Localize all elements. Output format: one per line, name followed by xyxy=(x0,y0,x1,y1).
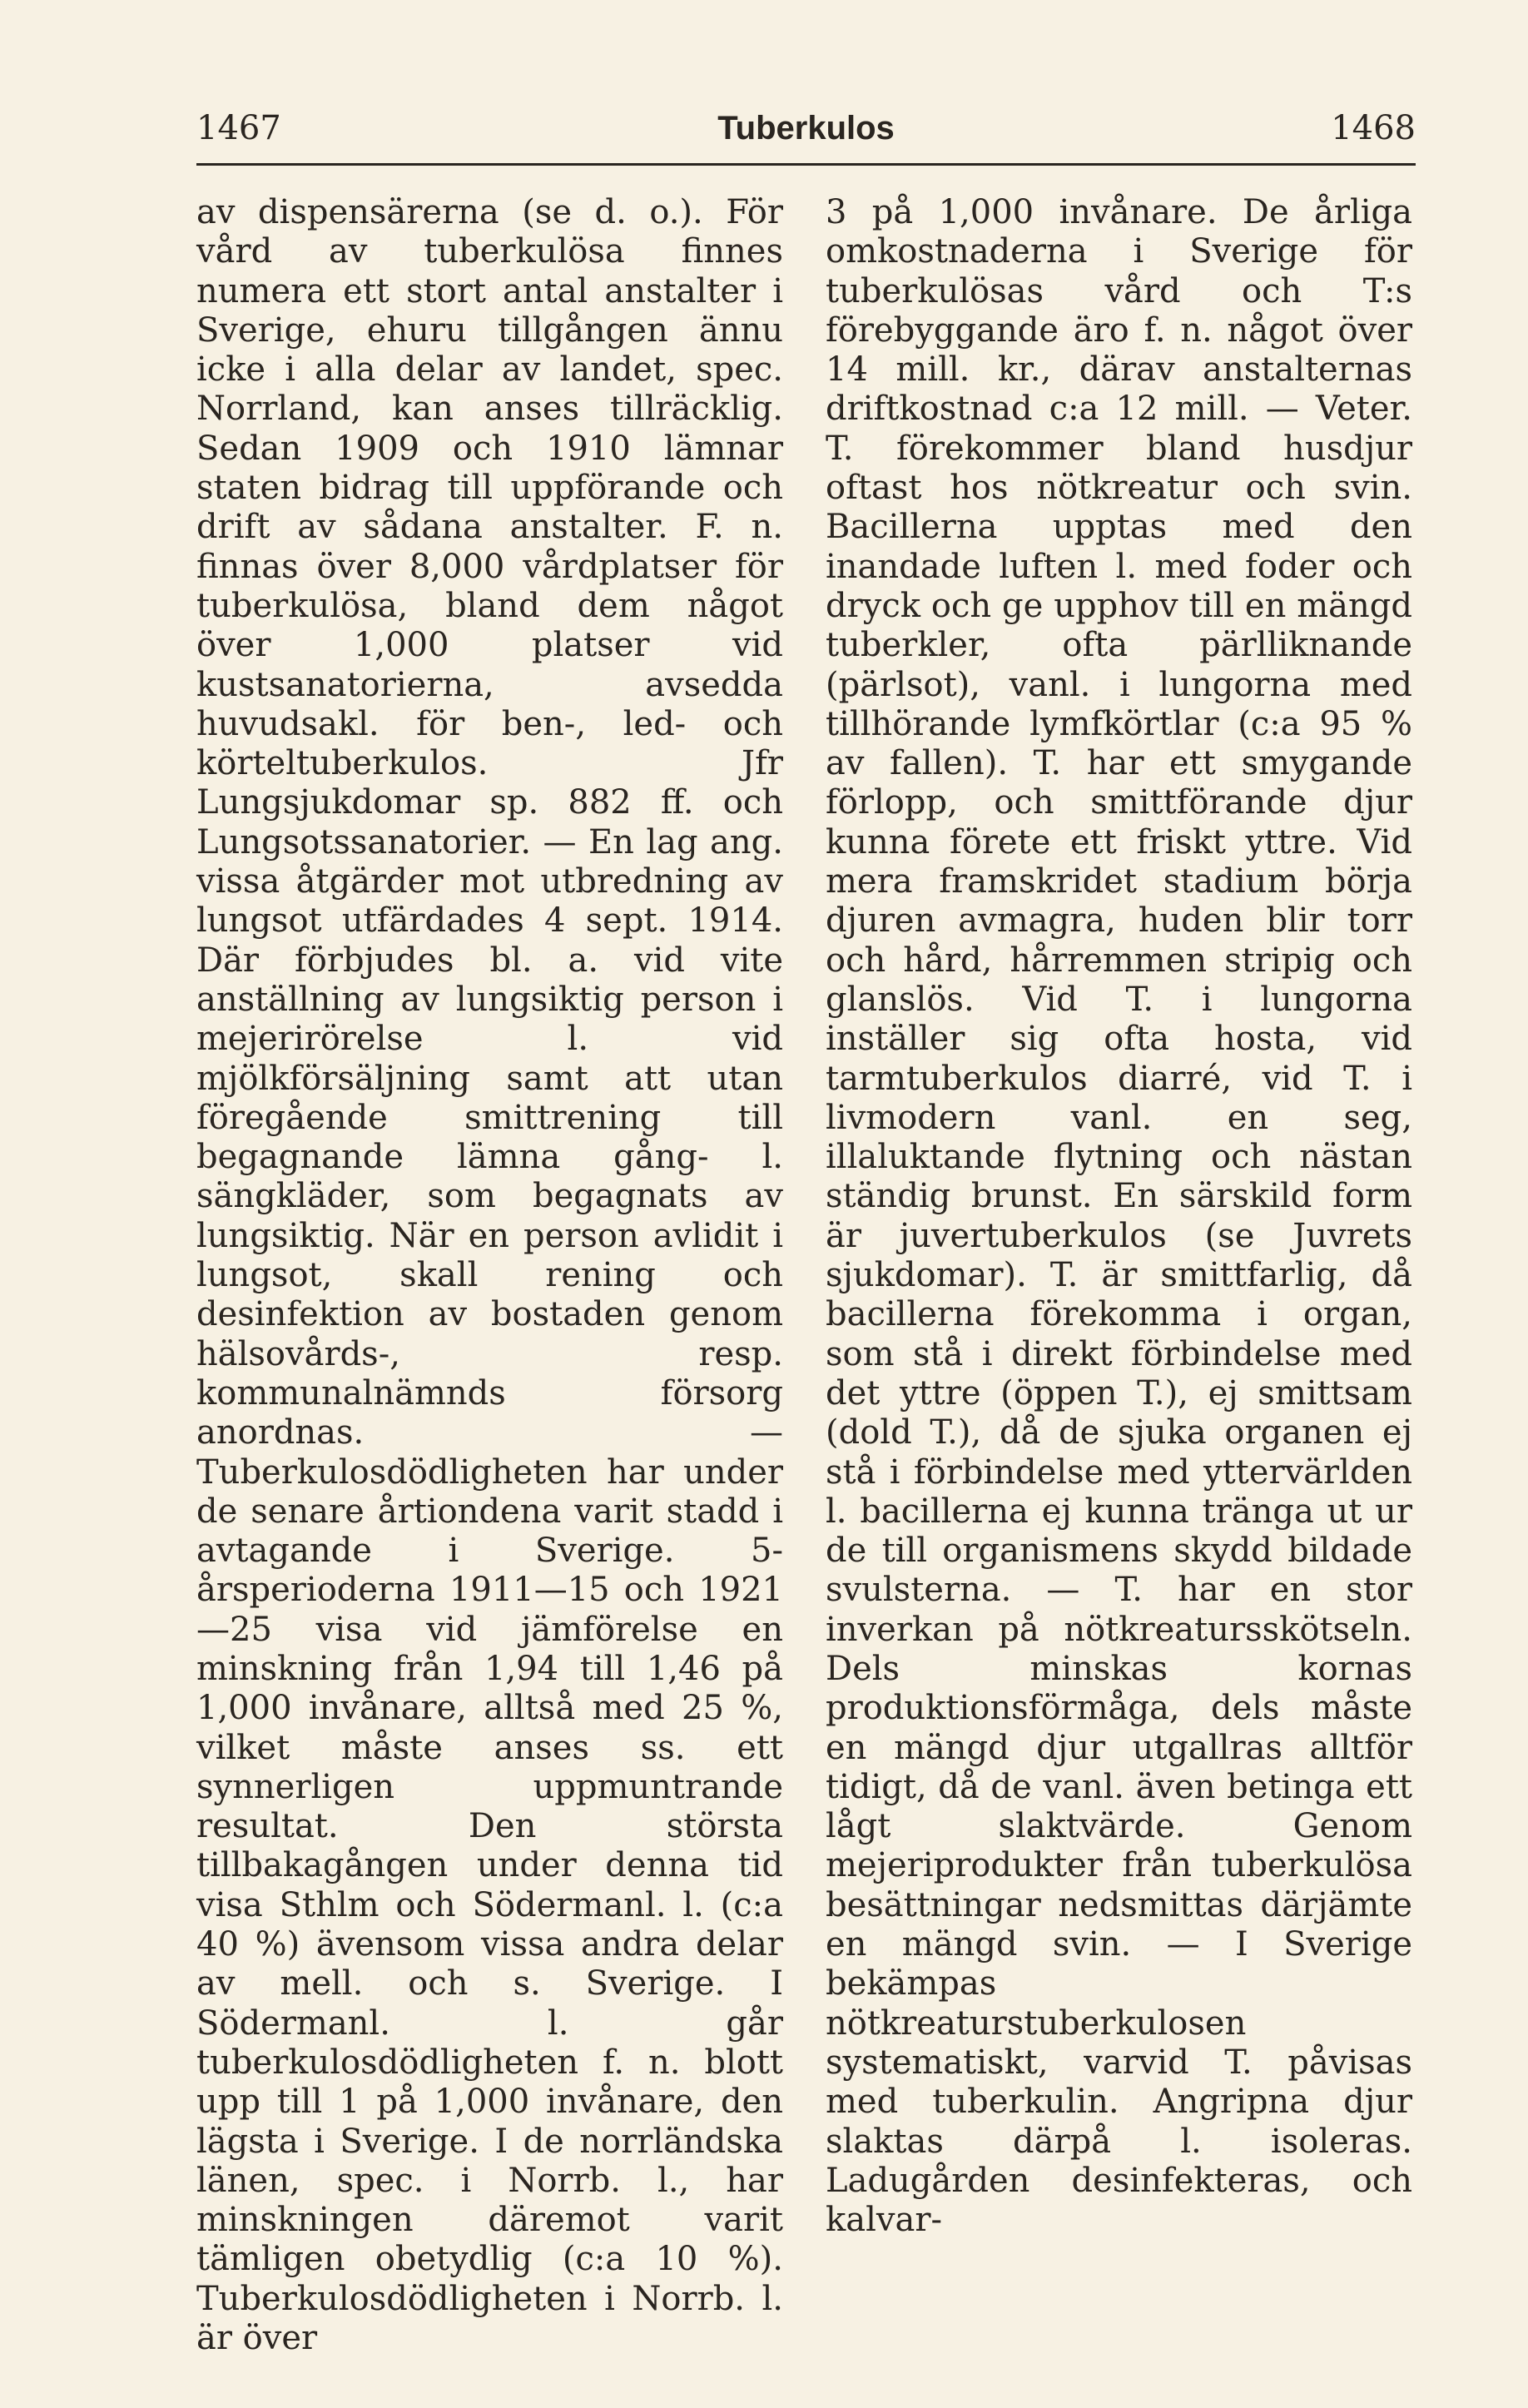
page-number-left: 1467 xyxy=(196,109,281,147)
column-right xyxy=(826,193,1412,2240)
running-title: Tuberkulos xyxy=(717,110,895,146)
page-header xyxy=(196,100,1416,163)
header-rule xyxy=(196,163,1416,166)
column-right-text: 3 på 1,000 invånare. De årliga omkostnaderna i Sverige för tuberkulösas vård och T:s förebyggande äro f. n. något över 14 mill. kr., därav anstalternas driftkostnad c:a 12 mill. — Veter. T. förekommer bland husdjur oftast hos nötkreatur och svin. Bacillerna upptas med den inandade luften l. med foder och dryck och ge upphov till en mängd tuberkler, ofta pärlliknande (pärlsot), vanl. i lungorna med tillhörande lymfkörtlar (c:a 95 % av fallen). T. har ett smygande förlopp, och smittförande djur kunna förete ett friskt yttre. Vid mera framskridet stadium börja djuren avmagra, huden blir torr och hård, hårremmen stripig och glanslös. Vid T. i lungorna inställer sig ofta hosta, vid tarmtuberkulos diarré, vid T. i livmodern vanl. en seg, illaluktande flytning och nästan ständig brunst. En särskild form är juvertuberkulos (se Juvrets sjukdomar). T. är smittfarlig, då bacillerna förekomma i organ, som stå i direkt förbindelse med det yttre (öppen T.), ej smittsam (dold T.), då de sjuka organen ej stå i förbindelse med yttervärlden l. bacillerna ej kunna tränga ut ur de till organismens skydd bildade svulsterna. — T. har en stor inverkan på nötkreatursskötseln. Dels minskas kornas produktionsförmåga, dels måste en mängd djur utgallras alltför tidigt, då de vanl. även betinga ett lågt slaktvärde. Genom mejeriprodukter från tuberkulösa besättningar nedsmittas därjämte en mängd svin. — I Sverige bekämpas nötkreaturstuberkulosen systematiskt, varvid T. påvisas med tuberkulin. Angripna djur slaktas därpå l. isoleras. Ladugården desinfekteras, och kalvar- xyxy=(826,193,1412,2240)
column-left xyxy=(196,193,783,2358)
page-number-right: 1468 xyxy=(1331,109,1416,147)
column-left-text: av dispensärerna (se d. o.). För vård av tuberkulösa finnes numera ett stort antal anstalter i Sverige, ehuru tillgången ännu icke i alla delar av landet, spec. Norrland, kan anses tillräcklig. Sedan 1909 och 1910 lämnar staten bidrag till uppförande och drift av sådana anstalter. F. n. finnas över 8,000 vårdplatser för tuberkulösa, bland dem något över 1,000 platser vid kustsanatorierna, avsedda huvudsakl. för ben-, led- och körteltuberkulos. Jfr Lungsjukdomar sp. 882 ff. och Lungsotssanatorier. — En lag ang. vissa åtgärder mot utbredning av lungsot utfärdades 4 sept. 1914. Där förbjudes bl. a. vid vite anställning av lungsiktig person i mejerirörelse l. vid mjölkförsäljning samt att utan föregående smittrening till begagnande lämna gång- l. sängkläder, som begagnats av lungsiktig. När en person avlidit i lungsot, skall rening och desinfektion av bostaden genom hälsovårds-, resp. kommunalnämnds försorg anordnas. — Tuberkulosdödligheten har under de senare årtiondena varit stadd i avtagande i Sverige. 5-årsperioderna 1911—15 och 1921—25 visa vid jämförelse en minskning från 1,94 till 1,46 på 1,000 invånare, alltså med 25 %, vilket måste anses ss. ett synnerligen uppmuntrande resultat. Den största tillbakagången under denna tid visa Sthlm och Södermanl. l. (c:a 40 %) ävensom vissa andra delar av mell. och s. Sverige. I Södermanl. l. går tuberkulosdödligheten f. n. blott upp till 1 på 1,000 invånare, den lägsta i Sverige. I de norrländska länen, spec. i Norrb. l., har minskningen däremot varit tämligen obetydlig (c:a 10 %). Tuberkulosdödligheten i Norrb. l. är över xyxy=(196,193,783,2358)
